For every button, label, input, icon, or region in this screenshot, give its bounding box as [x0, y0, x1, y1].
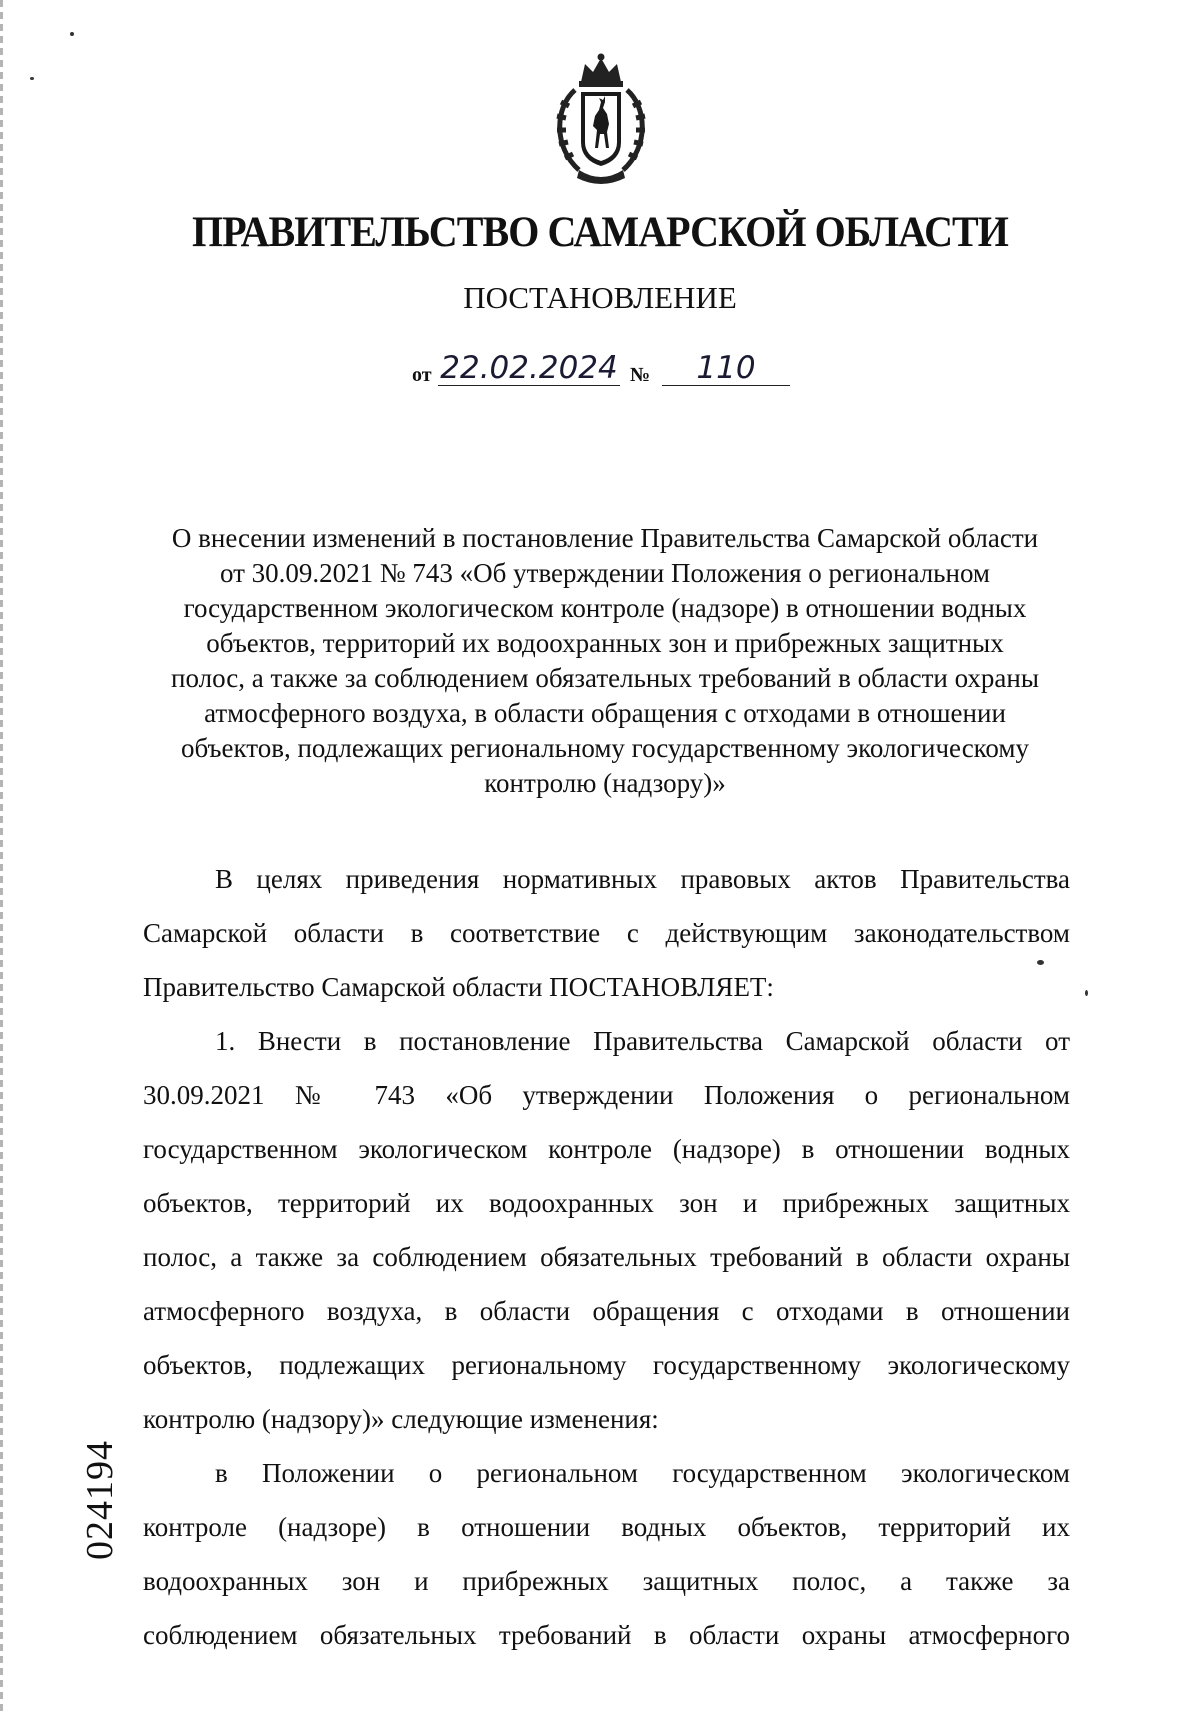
date-number-line [412, 350, 812, 392]
paragraph-regulation [143, 1446, 1070, 1662]
body-line: В целях приведения нормативных правовых актов Правительства [215, 864, 1070, 894]
organization-title: ПРАВИТЕЛЬСТВО САМАРСКОЙ ОБЛАСТИ [192, 209, 1008, 256]
subject-line: полос, а также за соблюдением обязательных требований в области охраны [171, 663, 1039, 693]
paragraph-item-1 [143, 1014, 1070, 1446]
subject-line: атмосферного воздуха, в области обращения с отходами в отношении [204, 698, 1006, 728]
samara-coat-of-arms-icon [545, 52, 657, 186]
document-type: ПОСТАНОВЛЕНИЕ [463, 280, 737, 315]
date-value: 22.02.2024 [438, 350, 620, 386]
document-body [143, 852, 1070, 1662]
body-line: государственном экологическом контроле (надзоре) в отношении водных [143, 1134, 1070, 1164]
scan-speck [30, 77, 34, 80]
body-line: в Положении о региональном государственном экологическом [215, 1458, 1070, 1488]
scan-edge-marks [0, 0, 3, 1714]
scan-speck [1085, 990, 1088, 996]
scan-speck [70, 32, 74, 36]
date-prefix: от [412, 364, 432, 386]
body-line: водоохранных зон и прибрежных защитных полос, а также за [143, 1566, 1070, 1596]
body-line: объектов, подлежащих региональному государственному экологическому [143, 1350, 1070, 1380]
body-line: Самарской области в соответствие с действующим законодательством [143, 918, 1070, 948]
body-line: полос, а также за соблюдением обязательных требований в области охраны [143, 1242, 1070, 1272]
subject-line: государственном экологическом контроле (надзоре) в отношении водных [183, 593, 1027, 623]
body-line: 1. Внести в постановление Правительства Самарской области от [215, 1026, 1070, 1056]
registration-number: 024194 [79, 1440, 121, 1560]
number-prefix: № [630, 364, 651, 386]
body-line: соблюдением обязательных требований в области охраны атмосферного [143, 1620, 1070, 1650]
body-line: объектов, территорий их водоохранных зон и прибрежных защитных [143, 1188, 1070, 1218]
subject-line: объектов, подлежащих региональному государственному экологическому [180, 733, 1029, 763]
body-line: контролю (надзору)» следующие изменения: [143, 1404, 659, 1434]
document-subject [140, 521, 1070, 801]
body-line: Правительство Самарской области ПОСТАНОВЛЯЕТ: [143, 972, 774, 1002]
body-line: контроле (надзоре) в отношении водных объектов, территорий их [143, 1512, 1070, 1542]
number-value: 110 [662, 350, 790, 386]
subject-line: от 30.09.2021 № 743 «Об утверждении Положения о региональном [219, 558, 991, 588]
body-line: 30.09.2021 № 743 «Об утверждении Положения о региональном [143, 1080, 1070, 1110]
subject-line: контролю (надзору)» [484, 768, 726, 798]
subject-line: объектов, территорий их водоохранных зон и прибрежных защитных [206, 628, 1004, 658]
subject-line: О внесении изменений в постановление Правительства Самарской области [171, 523, 1039, 553]
body-line: атмосферного воздуха, в области обращения с отходами в отношении [143, 1296, 1070, 1326]
paragraph-preamble [143, 852, 1070, 1014]
